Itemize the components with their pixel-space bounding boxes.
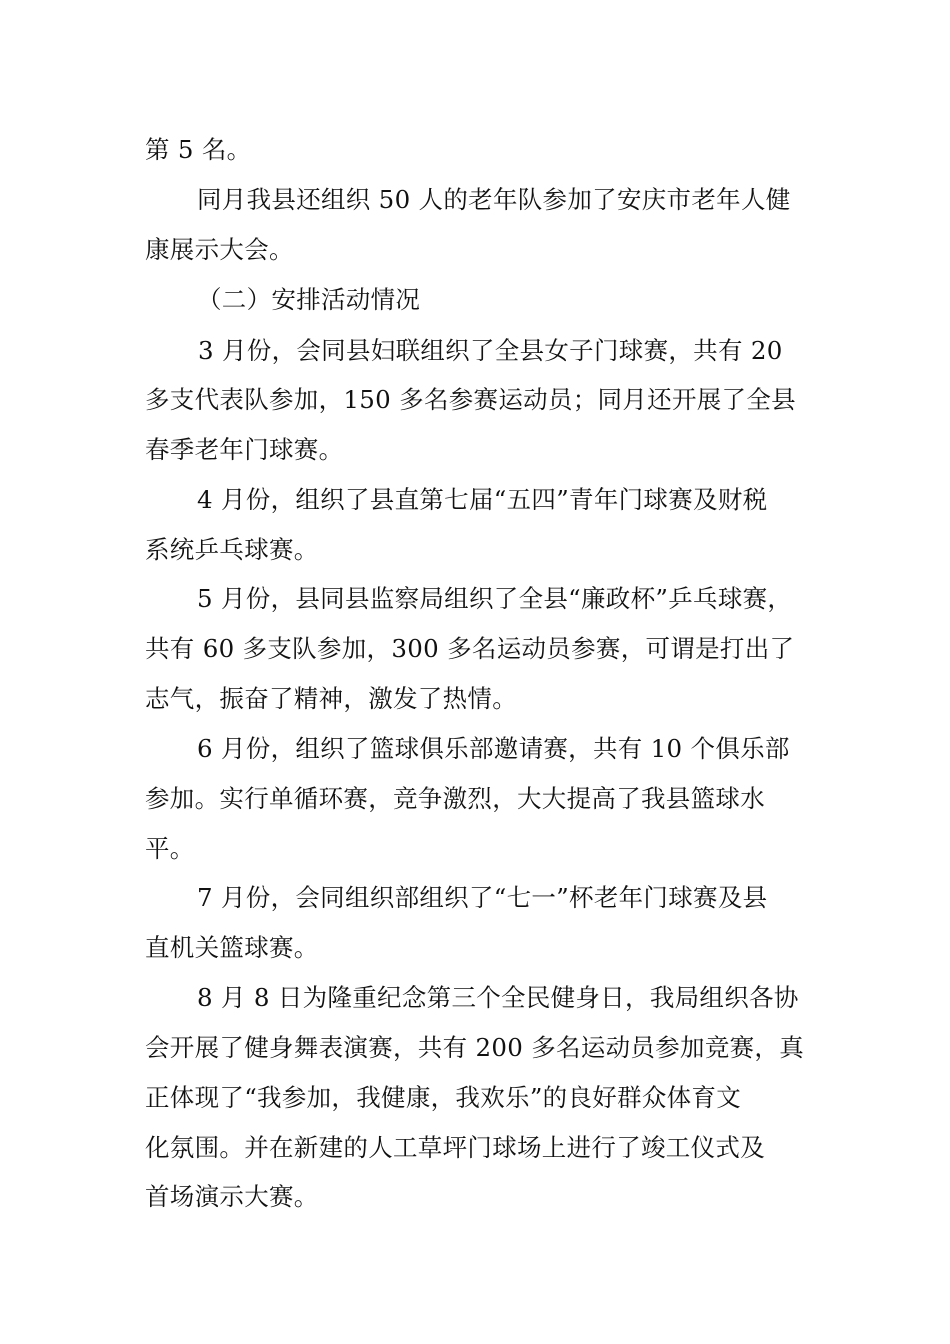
text-line: 会开展了健身舞表演赛，共有 200 多名运动员参加竞赛，真 — [145, 1033, 805, 1062]
text-line: 参加。实行单循环赛，竞争激烈，大大提高了我县篮球水 — [145, 784, 765, 813]
text-line: 多支代表队参加，150 多名参赛运动员；同月还开展了全县 — [145, 385, 796, 414]
text-line: 志气，振奋了精神，激发了热情。 — [145, 684, 517, 713]
text-line: 系统乒乓球赛。 — [145, 535, 319, 564]
text-line: 春季老年门球赛。 — [145, 435, 344, 464]
paragraph-line: 3 月份，会同县妇联组织了全县女子门球赛，共有 20 — [198, 336, 783, 365]
paragraph-line: 7 月份，会同组织部组织了“七一”杯老年门球赛及县 — [197, 883, 768, 912]
paragraph-line: 4 月份，组织了县直第七届“五四”青年门球赛及财税 — [197, 485, 768, 514]
text-line: 直机关篮球赛。 — [145, 933, 319, 962]
text-line: 化氛围。并在新建的人工草坪门球场上进行了竣工仪式及 — [145, 1133, 765, 1162]
paragraph-line: 5 月份，县同县监察局组织了全县“廉政杯”乒乓球赛， — [197, 584, 793, 613]
section-heading: （二）安排活动情况 — [197, 285, 421, 314]
text-line: 平。 — [145, 834, 195, 863]
paragraph-line: 6 月份，组织了篮球俱乐部邀请赛，共有 10 个俱乐部 — [197, 734, 790, 763]
text-line: 共有 60 多支队参加，300 多名运动员参赛，可谓是打出了 — [145, 634, 795, 663]
text-line: 首场演示大赛。 — [145, 1182, 319, 1211]
paragraph-line: 同月我县还组织 50 人的老年队参加了安庆市老年人健 — [197, 185, 791, 214]
text-line: 正体现了“我参加，我健康，我欢乐”的良好群众体育文 — [145, 1083, 742, 1112]
paragraph-line: 8 月 8 日为隆重纪念第三个全民健身日，我局组织各协 — [197, 983, 799, 1012]
text-line: 康展示大会。 — [145, 235, 294, 264]
text-line: 第 5 名。 — [145, 135, 252, 164]
